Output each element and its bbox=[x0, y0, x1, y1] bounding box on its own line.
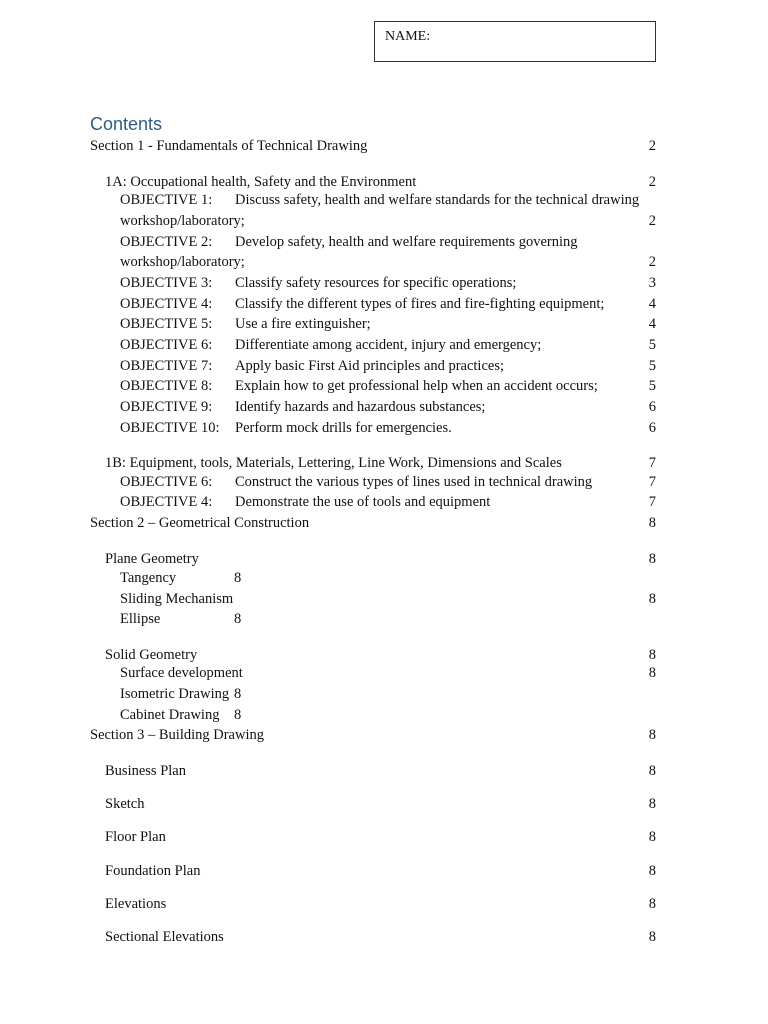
section-3-item-label: Elevations bbox=[105, 896, 167, 912]
objective-page: 5 bbox=[648, 337, 656, 353]
section-1-page: 2 bbox=[648, 138, 656, 154]
objective-text: Identify hazards and hazardous substances; bbox=[235, 399, 486, 415]
name-field-box bbox=[374, 21, 656, 62]
objective-text: Develop safety, health and welfare requirements governing bbox=[235, 234, 578, 250]
objective-label: OBJECTIVE 8: bbox=[120, 378, 213, 394]
tangency-page: 8 bbox=[234, 570, 242, 586]
objective-page: 6 bbox=[648, 399, 656, 415]
objective-page: 7 bbox=[648, 494, 656, 510]
objective-page: 4 bbox=[648, 316, 656, 332]
tangency-label: Tangency bbox=[120, 570, 177, 586]
section-3-item-page: 8 bbox=[648, 929, 656, 945]
subsection-1b-title: 1B: Equipment, tools, Materials, Lettering, Line Work, Dimensions and Scales bbox=[105, 455, 562, 471]
section-3-title: Section 3 – Building Drawing bbox=[90, 727, 264, 743]
objective-label: OBJECTIVE 2: bbox=[120, 234, 213, 250]
section-3-item-page: 8 bbox=[648, 796, 656, 812]
objective-label: OBJECTIVE 4: bbox=[120, 494, 213, 510]
objective-text: Construct the various types of lines used in technical drawing bbox=[235, 474, 593, 490]
section-1-title: Section 1 - Fundamentals of Technical Drawing bbox=[90, 138, 368, 154]
objective-page: 2 bbox=[648, 213, 656, 229]
objective-text-cont: workshop/laboratory; bbox=[120, 254, 245, 270]
section-3-item-page: 8 bbox=[648, 829, 656, 845]
objective-page: 6 bbox=[648, 420, 656, 436]
section-3-item-page: 8 bbox=[648, 863, 656, 879]
section-3-item-label: Sketch bbox=[105, 796, 145, 812]
cabinet-drawing-page: 8 bbox=[234, 707, 242, 723]
toc-heading: Contents bbox=[90, 114, 163, 134]
objective-label: OBJECTIVE 5: bbox=[120, 316, 213, 332]
plane-geometry-title: Plane Geometry bbox=[105, 551, 199, 567]
objective-text: Demonstrate the use of tools and equipment bbox=[235, 494, 491, 510]
section-2-page: 8 bbox=[648, 515, 656, 531]
sliding-mechanism-page: 8 bbox=[648, 591, 656, 607]
section-3-page: 8 bbox=[648, 727, 656, 743]
objective-page: 5 bbox=[648, 358, 656, 374]
objective-label: OBJECTIVE 10: bbox=[120, 420, 220, 436]
isometric-drawing-label: Isometric Drawing bbox=[120, 686, 230, 702]
section-3-item-page: 8 bbox=[648, 896, 656, 912]
objective-label: OBJECTIVE 6: bbox=[120, 337, 213, 353]
objective-text: Classify the different types of fires and fire-fighting equipment; bbox=[235, 296, 605, 312]
isometric-drawing-page: 8 bbox=[234, 686, 242, 702]
objective-text: Discuss safety, health and welfare standards for the technical drawing bbox=[235, 192, 640, 208]
objective-page: 2 bbox=[648, 254, 656, 270]
objective-label: OBJECTIVE 3: bbox=[120, 275, 213, 291]
objective-label: OBJECTIVE 1: bbox=[120, 192, 213, 208]
sliding-mechanism-label: Sliding Mechanism bbox=[120, 591, 234, 607]
objective-text-cont: workshop/laboratory; bbox=[120, 213, 245, 229]
objective-text: Perform mock drills for emergencies. bbox=[235, 420, 452, 436]
name-label: NAME: bbox=[385, 29, 431, 44]
objective-label: OBJECTIVE 7: bbox=[120, 358, 213, 374]
objective-text: Classify safety resources for specific operations; bbox=[235, 275, 517, 291]
section-3-item-label: Sectional Elevations bbox=[105, 929, 224, 945]
subsection-1a-page: 2 bbox=[648, 174, 656, 190]
objective-text: Apply basic First Aid principles and practices; bbox=[235, 358, 505, 374]
objective-label: OBJECTIVE 4: bbox=[120, 296, 213, 312]
section-3-item-label: Business Plan bbox=[105, 763, 186, 779]
section-3-item-page: 8 bbox=[648, 763, 656, 779]
objective-label: OBJECTIVE 9: bbox=[120, 399, 213, 415]
subsection-1b-page: 7 bbox=[648, 455, 656, 471]
objective-page: 7 bbox=[648, 474, 656, 490]
cabinet-drawing-label: Cabinet Drawing bbox=[120, 707, 220, 723]
objective-page: 3 bbox=[648, 275, 656, 291]
section-3-item-label: Floor Plan bbox=[105, 829, 166, 845]
objective-page: 5 bbox=[648, 378, 656, 394]
objective-text: Differentiate among accident, injury and emergency; bbox=[235, 337, 542, 353]
ellipse-label: Ellipse bbox=[120, 611, 161, 627]
plane-geometry-page: 8 bbox=[648, 551, 656, 567]
objective-label: OBJECTIVE 6: bbox=[120, 474, 213, 490]
section-2-title: Section 2 – Geometrical Construction bbox=[90, 515, 310, 531]
objective-text: Use a fire extinguisher; bbox=[235, 316, 371, 332]
ellipse-page: 8 bbox=[234, 611, 242, 627]
section-3-item-label: Foundation Plan bbox=[105, 863, 201, 879]
solid-geometry-title: Solid Geometry bbox=[105, 647, 198, 663]
surface-development-page: 8 bbox=[648, 665, 656, 681]
subsection-1a-title: 1A: Occupational health, Safety and the Environment bbox=[105, 174, 417, 190]
solid-geometry-page: 8 bbox=[648, 647, 656, 663]
surface-development-label: Surface development bbox=[120, 665, 243, 681]
objective-text: Explain how to get professional help when an accident occurs; bbox=[235, 378, 598, 394]
objective-page: 4 bbox=[648, 296, 656, 312]
